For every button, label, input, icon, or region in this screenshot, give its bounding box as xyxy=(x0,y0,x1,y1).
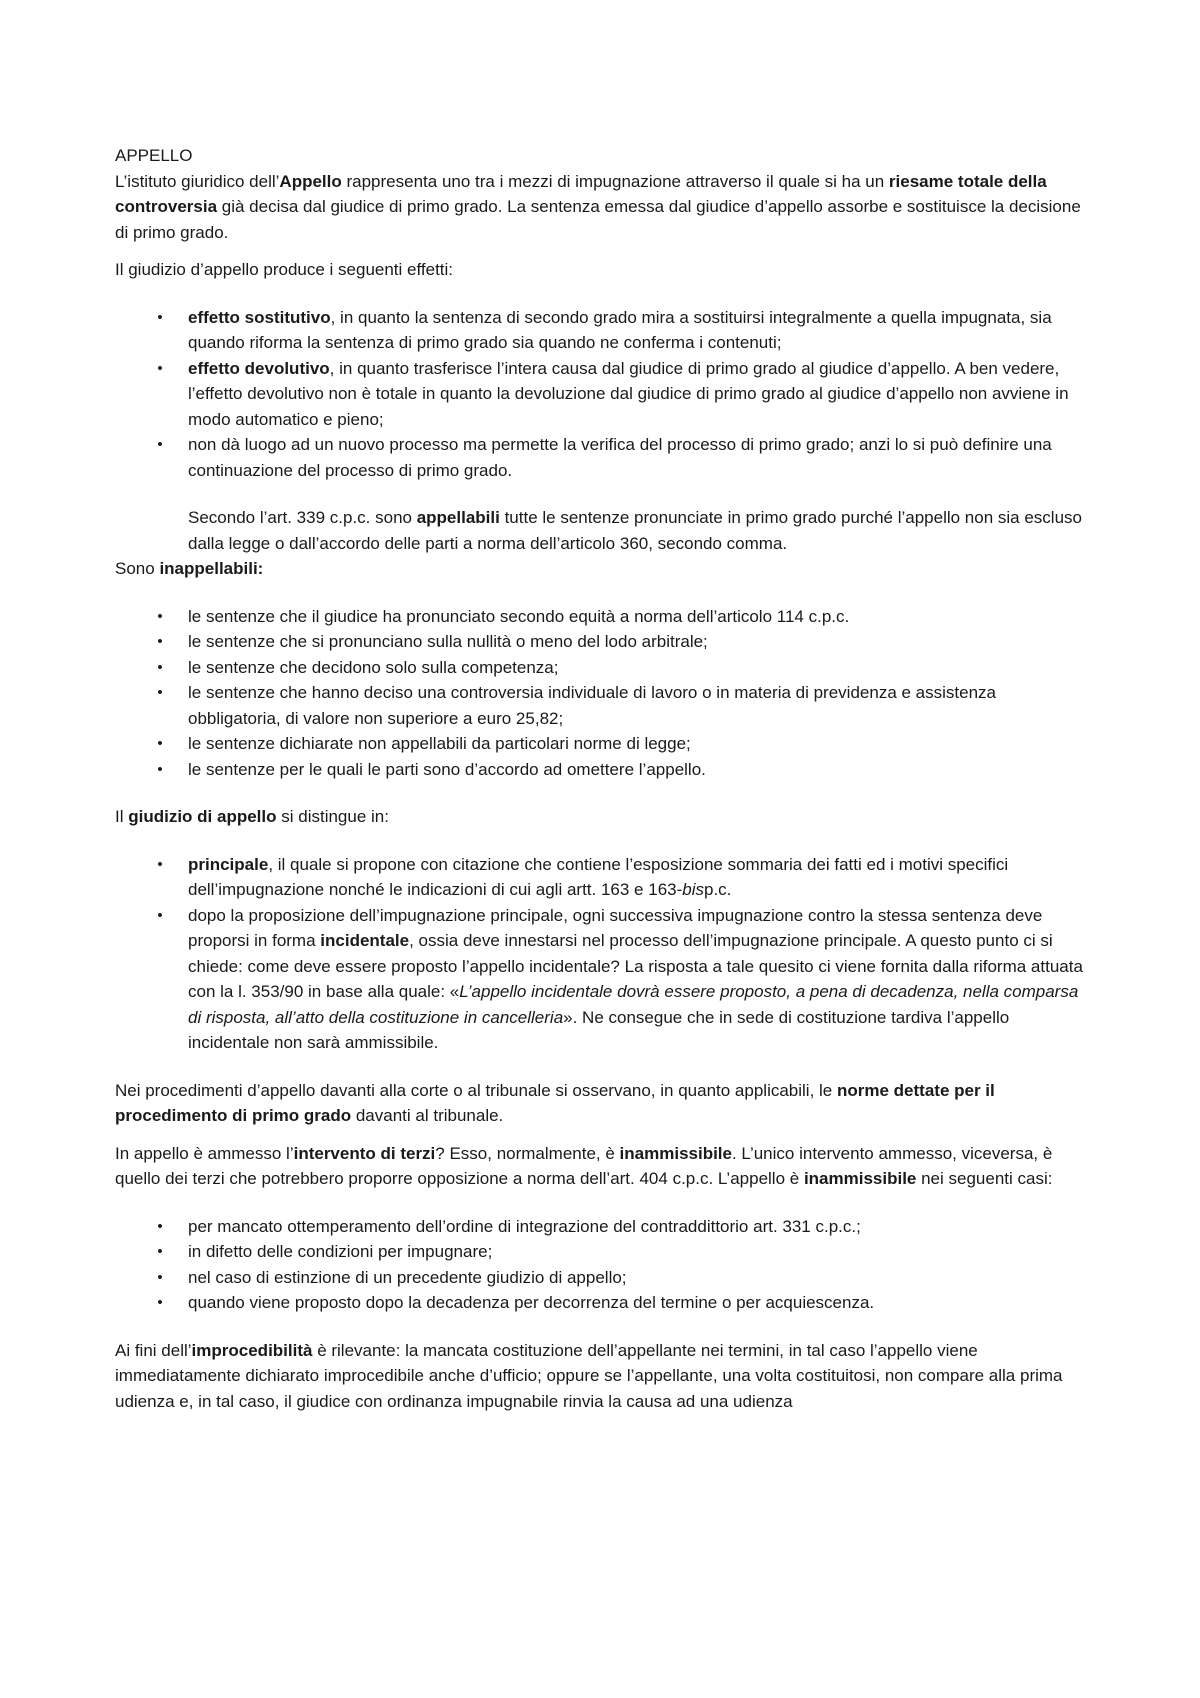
inammissibile-list xyxy=(115,1214,1090,1316)
norme-paragraph: Nei procedimenti d’appello davanti alla corte o al tribunale si osservano, in quanto applicabili, le norme dettate per il procedimento di primo grado davanti al tribunale. xyxy=(115,1080,995,1125)
bullet-icon: • xyxy=(157,684,163,701)
list-item: • non dà luogo ad un nuovo processo ma permette la verifica del processo di primo grado; anzi lo si può definire una continuazione del processo di primo grado. xyxy=(115,432,1090,483)
bullet-icon: • xyxy=(157,658,163,676)
list-item-incidentale: • dopo la proposizione dell’impugnazione principale, ogni successiva impugnazione contro la stessa sentenza deve proporsi in forma incidentale, ossia deve innestarsi nel processo dell’impugnazione principale. A questo punto ci si chiede: come deve essere proposto l’appello incidentale? La risposta a tale quesito ci viene fornita dalla riforma attuata con la l. 353/90 in base alla quale: «L’appello incidentale dovrà essere proposto, a pena di decadenza, nella comparsa di risposta, all’atto della costituzione in cancelleria». Ne consegue che in sede di costituzione tardiva l’appello incidentale non sarà ammissibile. xyxy=(115,903,1090,1056)
list-item: • nel caso di estinzione di un precedente giudizio di appello; xyxy=(115,1265,1090,1291)
inappellabili-list xyxy=(115,604,1090,783)
list-item: • quando viene proposto dopo la decadenza per decorrenza del termine o per acquiescenza. xyxy=(115,1290,1090,1316)
document-title: APPELLO xyxy=(115,146,193,165)
bullet-icon: • xyxy=(157,436,163,453)
bullet-icon: • xyxy=(157,906,163,924)
terzi-paragraph: In appello è ammesso l’intervento di terzi? Esso, normalmente, è inammissibile. L’unico intervento ammesso, viceversa, è quello dei terzi che potrebbero proporre opposizione a norma dell’art. 404 c.p.c. L’appello è inammissibile nei seguenti casi: xyxy=(115,1143,1053,1188)
bullet-icon: • xyxy=(157,735,163,752)
effects-intro: Il giudizio d’appello produce i seguenti effetti: xyxy=(115,260,454,279)
list-item: • le sentenze per le quali le parti sono d’accordo ad omettere l’appello. xyxy=(115,757,1090,783)
bullet-icon: • xyxy=(157,1217,163,1235)
list-item: • le sentenze che hanno deciso una controversia individuale di lavoro o in materia di previdenza e assistenza obbligatoria, di valore non superiore a euro 25,82; xyxy=(115,680,1090,731)
bullet-icon: • xyxy=(157,633,163,650)
list-item: • le sentenze che decidono solo sulla competenza; xyxy=(115,655,1090,681)
distingue-paragraph: Il giudizio di appello si distingue in: xyxy=(115,807,389,826)
bullet-icon: • xyxy=(157,607,163,625)
improcedibilita-paragraph: Ai fini dell’improcedibilità è rilevante: la mancata costituzione dell’appellante nei termini, in tal caso l’appello viene immediatamente dichiarato improcedibile anche d’ufficio; oppure se l’appellante, una volta costituitosi, non compare alla prima udienza e, in tal caso, il giudice con ordinanza impugnabile rinvia la causa ad una udienza xyxy=(115,1340,1063,1411)
bullet-icon: • xyxy=(157,1243,163,1260)
effects-list xyxy=(115,305,1090,484)
list-item: • le sentenze dichiarate non appellabili da particolari norme di legge; xyxy=(115,731,1090,757)
list-item: • le sentenze che il giudice ha pronunciato secondo equità a norma dell’articolo 114 c.p.c. xyxy=(115,604,1090,630)
bullet-icon: • xyxy=(157,308,163,326)
list-item: • effetto sostitutivo, in quanto la sentenza di secondo grado mira a sostituirsi integralmente a quella impugnata, sia quando riforma la sentenza di primo grado sia quando ne conferma i contenuti; xyxy=(115,305,1090,356)
bullet-icon: • xyxy=(157,760,163,778)
bullet-icon: • xyxy=(157,1268,163,1286)
list-item: • in difetto delle condizioni per impugnare; xyxy=(115,1239,1090,1265)
list-item-principale: • principale, il quale si propone con citazione che contiene l’esposizione sommaria dei fatti ed i motivi specifici dell’impugnazione nonché le indicazioni di cui agli artt. 163 e 163-bisp.c. xyxy=(115,852,1090,903)
list-item: • le sentenze che si pronunciano sulla nullità o meno del lodo arbitrale; xyxy=(115,629,1090,655)
intro-paragraph: L’istituto giuridico dell’Appello rappresenta uno tra i mezzi di impugnazione attraverso il quale si ha un riesame totale della controversia già decisa dal giudice di primo grado. La sentenza emessa dal giudice d’appello assorbe e sostituisce la decisione di primo grado. xyxy=(115,171,1081,242)
tipi-appello-list xyxy=(115,852,1090,1056)
art339-paragraph: Secondo l’art. 339 c.p.c. sono appellabili tutte le sentenze pronunciate in primo grado purché l’appello non sia escluso dalla legge o dall’accordo delle parti a norma dell’articolo 360, secondo comma. xyxy=(188,508,1082,553)
bullet-icon: • xyxy=(157,359,163,377)
bullet-icon: • xyxy=(157,855,163,873)
list-item: • effetto devolutivo, in quanto trasferisce l’intera causa dal giudice di primo grado al giudice d’appello. A ben vedere, l’effetto devolutivo non è totale in quanto la devoluzione dal giudice di primo grado al giudice d’appello non avviene in modo automatico e pieno; xyxy=(115,356,1090,433)
inappellabili-heading: Sono inappellabili: xyxy=(115,559,264,578)
document-body xyxy=(115,143,1090,1414)
list-item: • per mancato ottemperamento dell’ordine di integrazione del contraddittorio art. 331 c.p.c.; xyxy=(115,1214,1090,1240)
bullet-icon: • xyxy=(157,1294,163,1311)
